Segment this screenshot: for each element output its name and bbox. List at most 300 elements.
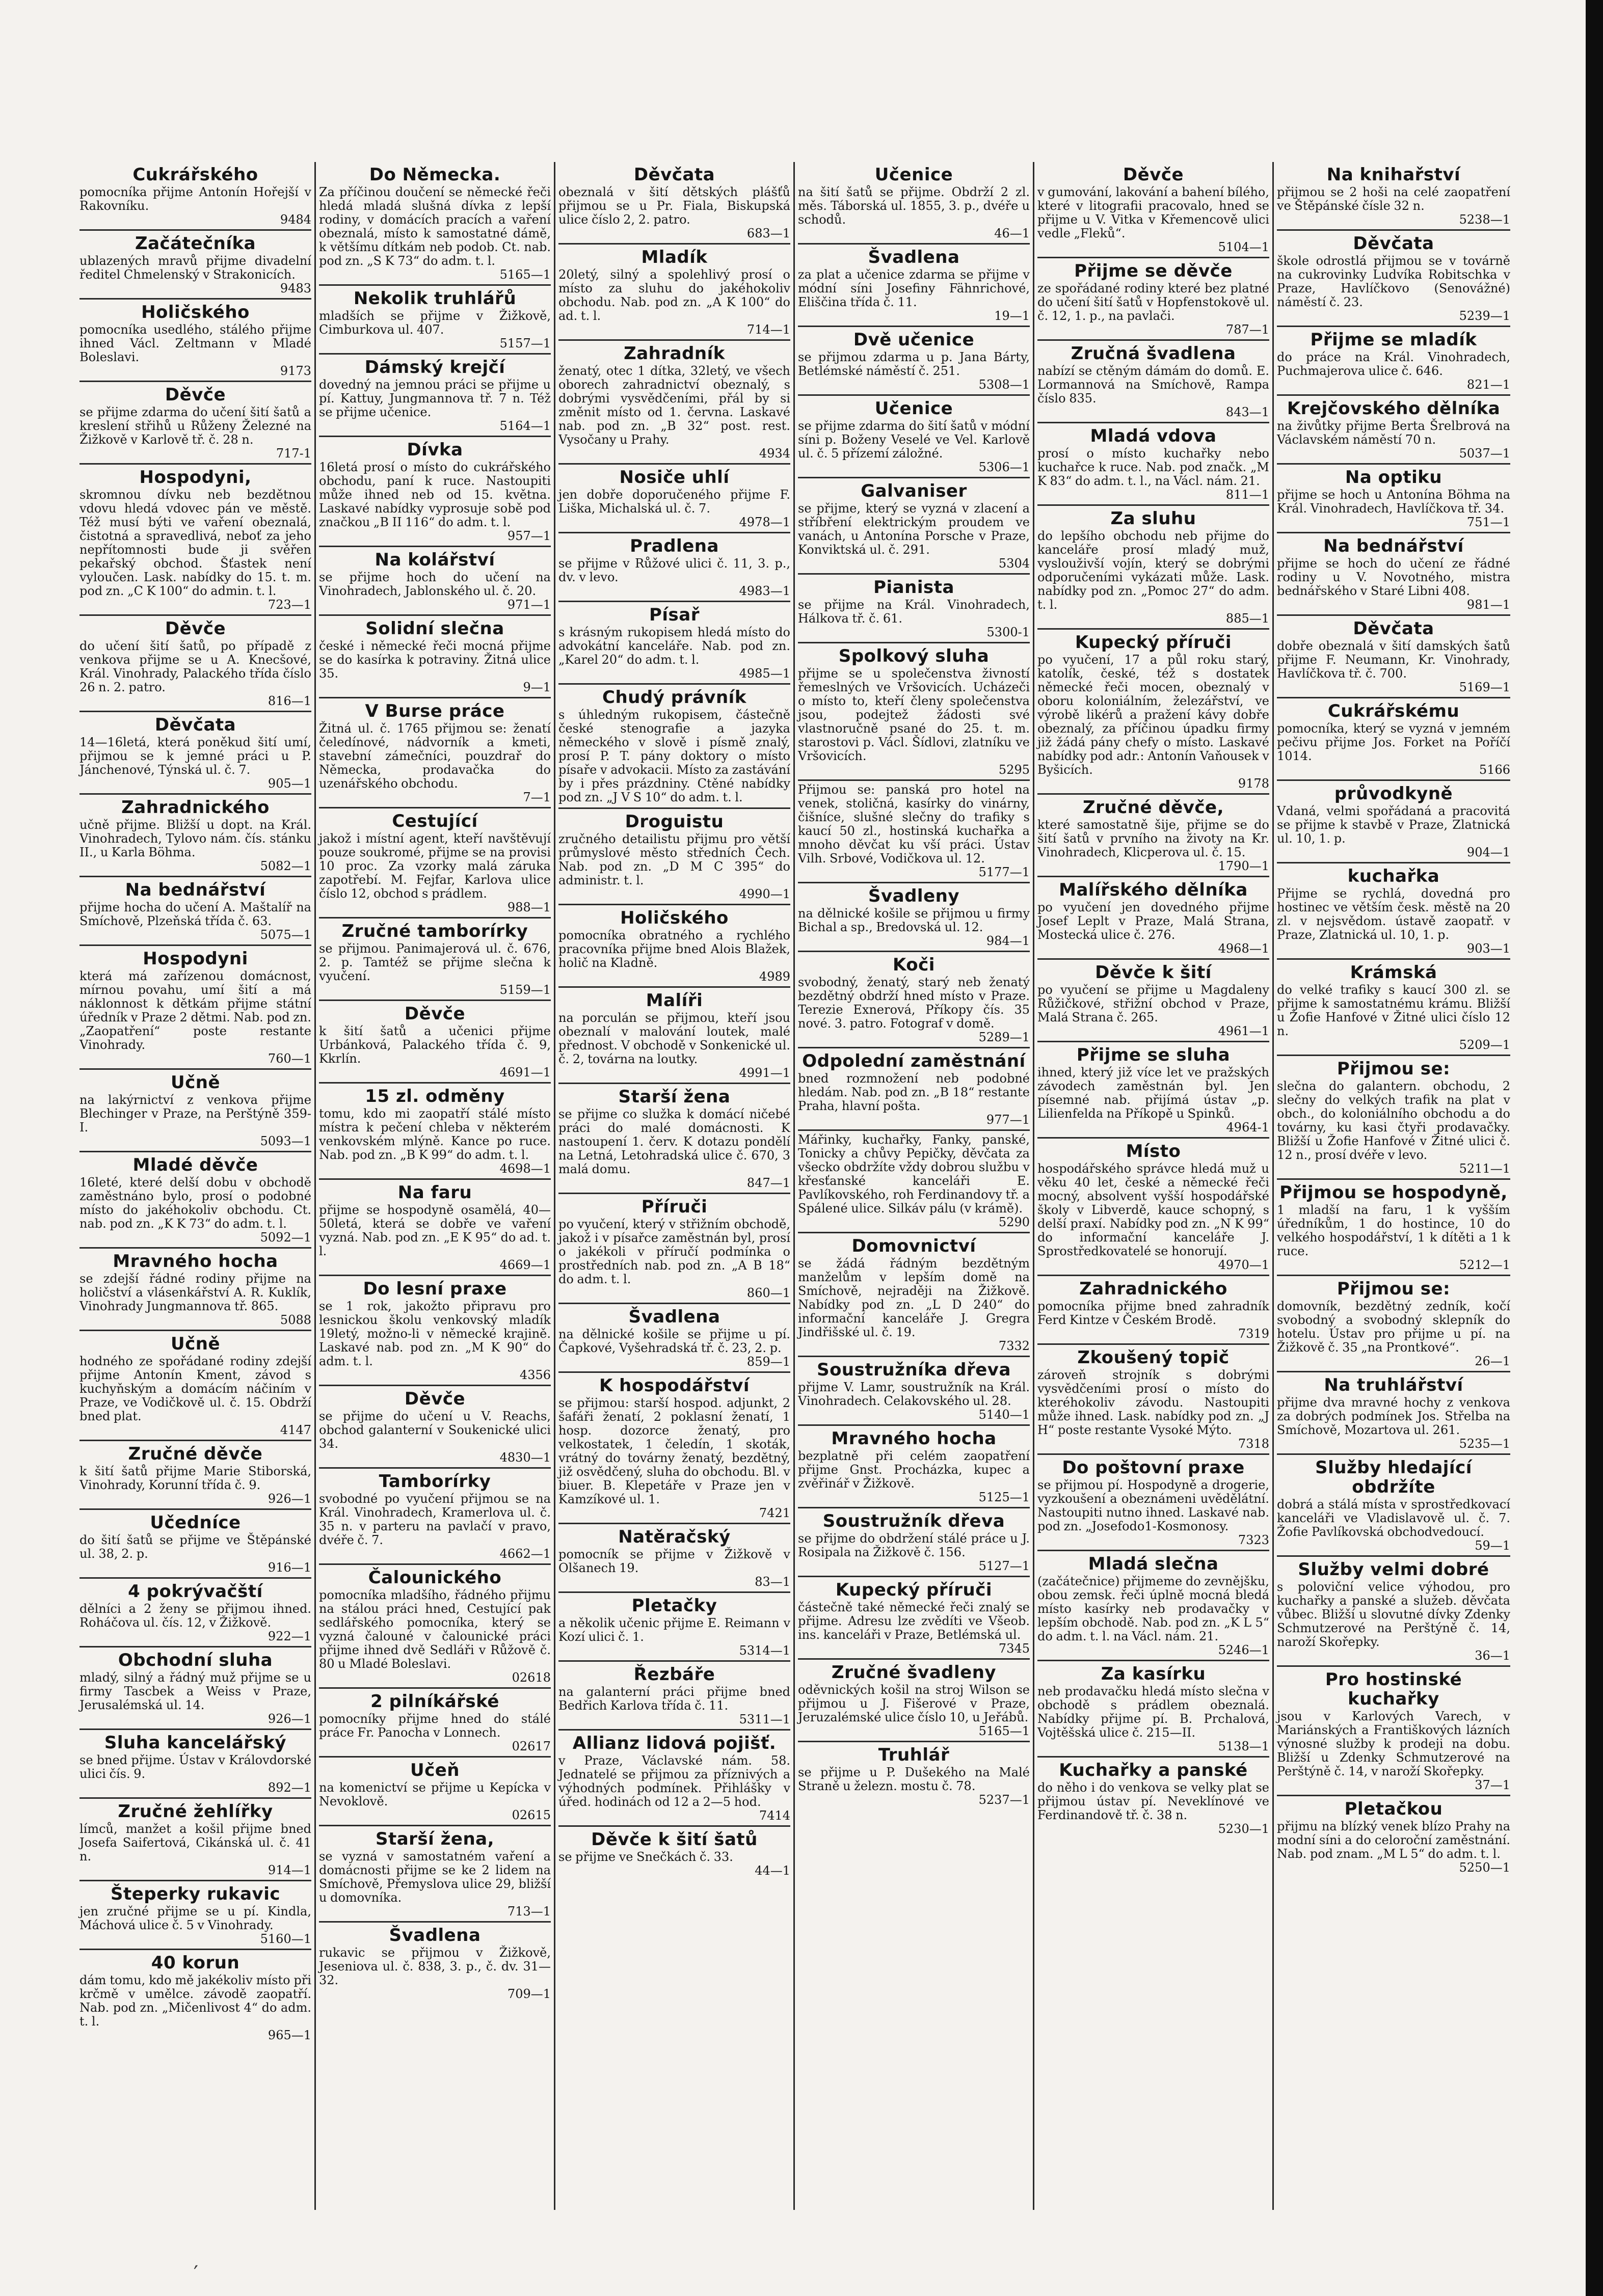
- ad-reference-code: 4978—1: [739, 515, 790, 529]
- ad-reference-code: 957—1: [507, 529, 551, 543]
- ad-column: [1034, 162, 1274, 2210]
- ad-text: nabízí se ctěným dámám do domů. E. Lormannová na Smíchově, Rampa číslo 835.: [1037, 364, 1269, 406]
- classified-ad: [798, 1233, 1030, 1357]
- classified-ad: [798, 1577, 1030, 1660]
- classified-ad: [798, 1048, 1030, 1131]
- ad-text: 16leté, které delší dobu v obchodě zaměstnáno bylo, prosí o podobné místo do jakéhokoliv obchodu. Ct. nab. pod zn. „K K 73“ do adm. t. l.: [79, 1175, 311, 1231]
- classified-ad: [319, 162, 551, 286]
- classified-ad: [1277, 1455, 1510, 1557]
- classified-ad: [79, 1881, 311, 1950]
- ad-text: do práce na Král. Vinohradech, Puchmajerova ulice č. 646.: [1277, 350, 1510, 378]
- ad-text: na živůtky přijme Berta Šrelbrová na Václavském náměstí 70 n.: [1277, 419, 1510, 447]
- ad-heading: Kupecký příruči: [835, 1580, 993, 1600]
- ad-reference-code: 46—1: [994, 226, 1030, 240]
- classified-ad: [558, 1731, 790, 1827]
- ad-heading: Řezbáře: [633, 1664, 715, 1685]
- ad-heading: Zručné děvče,: [1082, 797, 1224, 818]
- ad-text: se přijme do obdržení stálé práce u J. Rosipala na Žižkově č. 156.: [798, 1531, 1030, 1559]
- ad-reference-code: 5160—1: [260, 1932, 311, 1946]
- ad-reference-code: 5300-1: [986, 625, 1030, 639]
- ad-reference-code: 44—1: [755, 1863, 790, 1878]
- ad-reference-code: 859—1: [746, 1355, 790, 1369]
- ad-reference-code: 4985—1: [739, 666, 790, 681]
- ad-text: a několik učenic přijme E. Reimann v Kozí ulici č. 1.: [558, 1616, 790, 1644]
- classified-ad: [558, 1194, 790, 1304]
- classified-ad: [798, 396, 1030, 478]
- classified-ad: [1037, 341, 1269, 423]
- classified-ad: [558, 602, 790, 685]
- ad-heading: Mladé děvče: [132, 1155, 258, 1175]
- ad-text: zároveň strojník s dobrými vysvědčeními prosí o místo do kteréhokoliv závodu. Nastoupiti může ihned. Lask. nabídky pod zn. „J H“ poste restante Vysoké Mýto.: [1037, 1368, 1269, 1437]
- ad-heading: Na bednářství: [125, 880, 266, 900]
- classified-ad: [1037, 1758, 1269, 1839]
- ad-heading: Chudý právník: [602, 687, 746, 708]
- ad-reference-code: 4669—1: [499, 1258, 551, 1272]
- ad-reference-code: 4662—1: [499, 1547, 551, 1561]
- ad-reference-code: 4691—1: [499, 1065, 551, 1079]
- ad-reference-code: 36—1: [1475, 1649, 1510, 1663]
- ad-heading: Děvče: [404, 1004, 466, 1024]
- ad-text: se přijme, který se vyzná v zlacení a stříbření elektrickým proudem ve vanách, u Antonína Porsche v Praze, Konviktská ul. č. 291.: [798, 501, 1030, 557]
- ad-text: se bned přijme. Ústav v Královdorské ulici čís. 9.: [79, 1753, 311, 1781]
- classified-ad: [319, 698, 551, 808]
- ad-text: po vyučení jen dovedného přijme Josef Leplt v Praze, Malá Strana, Mostecká ulice č. 276.: [1037, 900, 1269, 942]
- ad-heading: Zručné švadleny: [831, 1662, 997, 1683]
- ad-heading: 2 pilníkářské: [370, 1691, 499, 1712]
- ad-text: pomocníka obratného a rychlého pracovníka přijme bned Alois Blažek, holič na Kladně.: [558, 928, 790, 970]
- ad-reference-code: 4961—1: [1218, 1024, 1269, 1038]
- ad-heading: Zkoušený topič: [1077, 1347, 1230, 1368]
- classified-ad: [1277, 533, 1510, 616]
- ad-heading: Na truhlářství: [1324, 1375, 1463, 1395]
- ad-text: jen dobře doporučeného přijme F. Liška, Michalská ul. č. 7.: [558, 488, 790, 516]
- classified-ad: [1037, 1345, 1269, 1455]
- ad-heading: Kupecký příruči: [1075, 632, 1232, 653]
- classified-ad: [319, 1084, 551, 1180]
- classified-ad: [798, 1742, 1030, 1809]
- ad-heading: 15 zl. odměny: [365, 1086, 505, 1106]
- ad-text: dám tomu, kdo mě jakékoliv místo při krčmě v umělce. závodě zaopatří. Nab. pod zn. „Mičenlivost 4“ do adm. t. l.: [79, 1973, 311, 2029]
- ad-reference-code: 7319: [1238, 1327, 1269, 1341]
- ad-text: 20letý, silný a spolehlivý prosí o místo za sluhu do jakéhokoliv obchodu. Nab. pod zn. „A K 100“ do ad. t. l.: [558, 267, 790, 323]
- classified-ad: [79, 1730, 311, 1799]
- classified-ad: [1037, 630, 1269, 795]
- ad-text: Žitná ul. č. 1765 přijmou se: ženatí čeledínové, nádvorník a kmeti, stavební zámečníci, pouzdrař do Německa, prodavačka do uzenářského obchodu.: [319, 721, 551, 791]
- ad-reference-code: 4934: [759, 446, 790, 461]
- ad-heading: Zahradník: [624, 343, 725, 364]
- classified-ad: [1277, 960, 1510, 1056]
- ad-text: přijme se hospodyně osamělá, 40—50letá, která se dobře ve vaření vyzná. Nab. pod zn. „E K 95“ do ad. t. l.: [319, 1203, 551, 1258]
- ad-text: jakož i místní agent, kteří navštěvují pouze soukromé, přijme se na provisi 10 proc. Za vzorky malá záruka zapotřebí. M. Fejfar, Karlova ulice číslo 12, obchod s prádlem.: [319, 831, 551, 901]
- classified-ad: [1037, 1042, 1269, 1139]
- classified-ad: [798, 643, 1030, 781]
- ad-reference-code: 892—1: [268, 1780, 311, 1795]
- ad-text: české i německé řeči mocná přijme se do kasírka k potraviny. Žitná ulice 35.: [319, 639, 551, 681]
- ad-text: pomocníky přijme hned do stálé práce Fr. Panocha v Lonnech.: [319, 1712, 551, 1740]
- ad-text: ihned, který již více let ve pražských závodech zaměstnán byl. Jen písemné nab. přijímá ústav „p. Lilienfelda na Příkopě u Spinků.: [1037, 1065, 1269, 1121]
- ad-heading: Malíři: [646, 990, 703, 1011]
- ad-heading: Zručné tamborírky: [341, 921, 528, 941]
- ad-reference-code: 5290: [998, 1215, 1030, 1229]
- ad-text: částečně také německé řeči znalý se přijme. Adresu lze zvědíti ve Všeob. ins. kanceláři v Praze, Betlémská ul.: [798, 1600, 1030, 1642]
- ad-text: se žádá řádným bezdětným manželům v lepším domě na Smíchově, nejraději na Žižkově. Nabídky pod zn. „L D 240“ do informační kanceláře J. Gregra Jindřišské ul. č. 19.: [798, 1256, 1030, 1339]
- classified-ad: [79, 1799, 311, 1881]
- ad-heading: Za sluhu: [1110, 508, 1196, 529]
- ad-reference-code: 5304: [998, 556, 1030, 571]
- ad-text: do něho i do venkova se velky plat se přijmou ústav pí. Neveklínové ve Ferdinandově tř. č. 38 n.: [1037, 1780, 1269, 1822]
- ad-reference-code: 02618: [512, 1670, 551, 1685]
- ad-reference-code: 916—1: [268, 1560, 311, 1575]
- classified-ad: [319, 286, 551, 355]
- ad-reference-code: 5125—1: [978, 1490, 1030, 1504]
- ad-heading: Děvče: [165, 385, 226, 405]
- ad-text: se přijme u P. Dušekého na Malé Straně u železn. mostu č. 78.: [798, 1765, 1030, 1793]
- classified-ad: [319, 1001, 551, 1084]
- ad-text: mladý, silný a řádný muž přijme se u firmy Tascbek a Weiss v Praze, Jerusalémská ul. 14.: [79, 1670, 311, 1712]
- ad-text: jsou v Karlových Varech, v Mariánských a Františkových lázních výnosné služby k prodeji na dobu. Bližší u Zdenky Schmutzerové na Perštýně č. 14, v naroží Skořepky.: [1277, 1709, 1510, 1778]
- classified-ad: [79, 1070, 311, 1152]
- ad-text: skromnou dívku neb bezdětnou vdovu hledá vdovec pán ve městě. Též musí býti ve vaření obeznalá, čistotná a spravedlivá, neboť za jeho nepřítomnosti bude ji svěřen pekařský obchod. Šťastek není vyloučen. Lask. nabídky do 15. t. m. pod zn. „C K 100“ do admin. t. l.: [79, 488, 311, 598]
- classified-ad: [1277, 1180, 1510, 1276]
- ad-heading: Učeň: [410, 1760, 460, 1780]
- ad-text: přijmu na blízký venek blízo Prahy na modní síni a do celoroční zaměstnání. Nab. pod znam. „M L 5“ do adm. t. l.: [1277, 1819, 1510, 1861]
- ad-reference-code: 4356: [519, 1368, 551, 1382]
- ad-reference-code: 760—1: [268, 1051, 311, 1066]
- ad-reference-code: 5127—1: [978, 1559, 1030, 1573]
- ad-heading: Učenice: [874, 398, 953, 419]
- classified-ad: [1277, 465, 1510, 533]
- ad-reference-code: 9178: [1238, 776, 1269, 791]
- ad-heading: Zahradnického: [1079, 1279, 1227, 1299]
- ad-text: bned rozmnožení neb podobné hledám. Nab. pod zn. „B 18“ restante Praha, hlavní pošta.: [798, 1071, 1030, 1113]
- ad-heading: 40 korun: [151, 1953, 240, 1973]
- ad-heading: Děvčata: [1353, 618, 1434, 639]
- ad-heading: Mladá vdova: [1090, 426, 1217, 446]
- classified-ad: [558, 465, 790, 533]
- classified-ad: [79, 1331, 311, 1441]
- classified-ad: [1037, 1455, 1269, 1551]
- ad-text: slečna do galantern. obchodu, 2 slečny do velkých trafik na plat v obch., do koloniálního obchodu a do továrny, ku kasi čtyři prodavačky. Bližší u Žofie Hanfové v Žitné ulici č. 12 n., prosí dvéře v levo.: [1277, 1079, 1510, 1162]
- ad-reference-code: 4989: [759, 969, 790, 984]
- ad-heading: Hospodyni,: [139, 467, 252, 488]
- ad-text: ublazených mravů přijme divadelní ředitel Chmelenský v Strakonicích.: [79, 254, 311, 282]
- ad-text: na lakýrnictví z venkova přijme Blechinger v Praze, na Perštýně 359-I.: [79, 1093, 311, 1135]
- ad-heading: Děvčata: [154, 715, 236, 735]
- ad-text: svobodné po vyučení přijmou se na Král. Vinohradech, Kramerlova ul. č. 35 n. v parteru na pavlačí v pravo, dvéře č. 7.: [319, 1492, 551, 1547]
- ad-reference-code: 4830—1: [499, 1450, 551, 1465]
- ad-reference-code: 981—1: [1466, 598, 1510, 612]
- ad-heading: Pro hostinské kuchařky: [1325, 1669, 1462, 1709]
- ad-heading: Cukrářského: [132, 165, 258, 185]
- classified-ad: [558, 341, 790, 465]
- ad-text: ze spořádané rodiny které bez platné do učení šití šatů v Hopfenstokově ul. č. 12, 1. p., na pavlači.: [1037, 281, 1269, 323]
- classified-ad: [558, 1524, 790, 1593]
- classified-ad: [319, 1758, 551, 1826]
- ad-text: mladších se přijme v Žižkově, Cimburkova ul. 407.: [319, 309, 551, 337]
- ad-reference-code: 7414: [759, 1808, 790, 1823]
- classified-ad: [798, 1508, 1030, 1577]
- classified-ad: [1037, 795, 1269, 877]
- ad-reference-code: 5295: [998, 763, 1030, 777]
- ad-text: pomocníka přijme bned zahradník Ferd Kintze v Českém Brodě.: [1037, 1299, 1269, 1327]
- ad-heading: kuchařka: [1347, 866, 1440, 886]
- ad-heading: Učně: [170, 1334, 221, 1354]
- ad-heading: Švadlena: [868, 247, 960, 267]
- classified-ad: [1277, 1667, 1510, 1796]
- classified-ad: [79, 877, 311, 946]
- classified-ad: [319, 1826, 551, 1923]
- ad-text: přijme V. Lamr, soustružník na Král. Vinohradech. Celakovského ul. 28.: [798, 1380, 1030, 1408]
- classified-ad: [558, 162, 790, 245]
- ad-reference-code: 816—1: [268, 694, 311, 708]
- ad-heading: Přijme se mladík: [1310, 330, 1477, 350]
- classified-ad: [79, 1579, 311, 1647]
- ad-heading: K hospodářství: [599, 1375, 750, 1396]
- ad-reference-code: 5308—1: [978, 377, 1030, 392]
- ad-reference-code: 5075—1: [260, 928, 311, 942]
- ad-reference-code: 59—1: [1475, 1538, 1510, 1553]
- ad-reference-code: 5088: [280, 1313, 311, 1327]
- ad-reference-code: 7318: [1238, 1437, 1269, 1451]
- ad-reference-code: 821—1: [1466, 377, 1510, 392]
- classified-ad: [79, 465, 311, 616]
- ad-reference-code: 843—1: [1225, 405, 1269, 419]
- ad-reference-code: 4147: [280, 1423, 311, 1437]
- classified-ad: [558, 1084, 790, 1194]
- ad-text: zručného detailistu přijmu pro větší průmyslové město středních Čech. Nab. pod zn. „D M C 395“ do administr. t. l.: [558, 832, 790, 887]
- ad-text: po vyučení, který v střižním obchodě, jakož i v písařce zaměstnán byl, prosí o jakékoli v příručí podmínka o prostředních nab. pod zn. „A B 18“ do adm. t. l.: [558, 1217, 790, 1286]
- classified-ad: [319, 808, 551, 919]
- classified-ad: [319, 1386, 551, 1469]
- classified-ad: [1037, 1661, 1269, 1758]
- ad-text: po vyučení se přijme u Magdaleny Růžičkové, střižní obchod v Praze, Malá Strana č. 265.: [1037, 983, 1269, 1024]
- ad-reference-code: 905—1: [268, 776, 311, 791]
- ad-heading: Děvče k šití: [1095, 962, 1212, 983]
- classified-ad: [558, 1593, 790, 1662]
- ad-heading: Šteperky rukavic: [110, 1884, 281, 1904]
- ad-heading: Mladík: [641, 247, 708, 267]
- ad-text: rukavic se přijmou v Žižkově, Jeseniova ul. č. 838, 3. p., č. dv. 31—32.: [319, 1946, 551, 1987]
- ad-text: do šití šatů se přijme ve Štěpánské ul. 38, 2. p.: [79, 1533, 311, 1561]
- ad-heading: Děvče: [404, 1389, 466, 1409]
- ad-text: se přijmou pí. Hospodyně a drogerie, vyzkoušení a obeznámeni uvědělátní. Nastoupiti nutno ihned. Laskavé nab. pod zn. „Josefodo1-Kosmonosy.: [1037, 1478, 1269, 1533]
- ad-text: přijme se u společenstva živností řemeslných ve Vršovicích. Ucházeči o místo to, kteří členy společenstva jsou, podejtež žádosti své vlastnoručně psané do 25. t. m. starostovi p. Václ. Šídlovi, zlatníku ve Vršovicích.: [798, 666, 1030, 763]
- ad-heading: Holičského: [620, 908, 729, 928]
- ad-heading: Přijmou se:: [1337, 1059, 1451, 1079]
- ad-text: se přijmou zdarma u p. Jana Bárty, Betlémské náměstí č. 251.: [798, 350, 1030, 378]
- ad-text: svobodný, ženatý, starý neb ženatý bezdětný obdrží hned místo v Praze. Terezie Exnerová, Příkopy čís. 35 nové. 3. patro. Fotograf v domě.: [798, 975, 1030, 1031]
- ad-reference-code: 5093—1: [260, 1134, 311, 1148]
- ad-heading: Děvčata: [1353, 233, 1434, 254]
- classified-ad: [798, 478, 1030, 575]
- ad-heading: Zručné žehlířky: [118, 1801, 273, 1822]
- classified-ad: [79, 1647, 311, 1730]
- ad-text: se přijme do učení u V. Reachs, obchod galanterní v Soukenické ulici 34.: [319, 1409, 551, 1451]
- ad-reference-code: 5169—1: [1459, 680, 1510, 694]
- ad-reference-code: 709—1: [507, 1987, 551, 2001]
- ad-heading: Pletačky: [631, 1596, 717, 1616]
- ad-text: učně přijme. Bližší u dopt. na Král. Vinohradech, Tylovo nám. čís. stánku II., u Karla Böhma.: [79, 818, 311, 859]
- ad-heading: Na knihařství: [1326, 165, 1461, 185]
- classified-ad: [798, 952, 1030, 1048]
- ad-reference-code: 7345: [998, 1641, 1030, 1656]
- classified-ad: [79, 1152, 311, 1249]
- ad-reference-code: 683—1: [746, 226, 790, 240]
- ad-column: [316, 162, 555, 2210]
- classified-ad: [319, 1469, 551, 1565]
- ad-reference-code: 1790—1: [1218, 859, 1269, 873]
- ad-heading: Dívka: [407, 440, 463, 460]
- ad-text: pomocník se přijme v Žižkově v Olšanech 19.: [558, 1547, 790, 1575]
- ad-heading: 4 pokrývačští: [128, 1581, 263, 1602]
- ad-text: se přijme hoch do učení na Vinohradech, Jablonského ul. č. 20.: [319, 570, 551, 598]
- classified-ad: [319, 1180, 551, 1276]
- ad-reference-code: 83—1: [755, 1575, 790, 1589]
- classified-ad: [558, 1662, 790, 1731]
- ad-reference-code: 5209—1: [1459, 1038, 1510, 1052]
- ad-heading: Solidní slečna: [365, 618, 504, 639]
- ad-heading: Nekolik truhlářů: [353, 288, 517, 309]
- ad-reference-code: 5237—1: [978, 1793, 1030, 1807]
- ad-heading: Děvče k šití šatů: [591, 1829, 758, 1850]
- ad-heading: Švadlena: [628, 1307, 720, 1327]
- ad-text: přijme dva mravné hochy z venkova za dobrých podmínek Jos. Střelba na Smíchově, Mozartova ul. 261.: [1277, 1395, 1510, 1437]
- ad-reference-code: 926—1: [268, 1492, 311, 1506]
- classified-ad: [1277, 616, 1510, 698]
- ad-reference-code: 5140—1: [978, 1408, 1030, 1422]
- classified-ad: [79, 712, 311, 795]
- ad-reference-code: 9173: [280, 364, 311, 378]
- ad-text: dovedný na jemnou práci se přijme u pí. Kattuy, Jungmannova tř. 7 n. Též se přijme učenice.: [319, 377, 551, 419]
- ad-text: Mářinky, kuchařky, Fanky, panské, Tonicky a chůvy Pepičky, děvčata za všecko obdržíte vždy dobrou službu v křesťanské kanceláři E. Pavlíkovského, roh Ferdinandovy tř. a Spálené ulice. Silkáv pálu (v krámě).: [798, 1132, 1030, 1215]
- classified-ad: [798, 162, 1030, 245]
- ad-reference-code: 7323: [1238, 1533, 1269, 1547]
- ad-reference-code: 7421: [759, 1506, 790, 1520]
- ad-text: do lepšího obchodu neb přijme do kanceláře prosí mladý muž, vyslouživší vojín, který se dobrými odporučeními vykázati může. Lask. nabídky pod zn. „Pomoc 27“ do adm. t. l.: [1037, 529, 1269, 612]
- ad-reference-code: 5177—1: [978, 865, 1030, 879]
- classified-ad: [1277, 1372, 1510, 1455]
- ad-heading: Děvčata: [633, 165, 715, 185]
- classified-ad: [1277, 231, 1510, 327]
- ad-reference-code: 926—1: [268, 1712, 311, 1726]
- ad-reference-code: 5306—1: [978, 460, 1030, 474]
- ad-reference-code: 9483: [280, 281, 311, 295]
- ad-reference-code: 5092—1: [260, 1230, 311, 1245]
- ad-reference-code: 26—1: [1475, 1354, 1510, 1368]
- classified-ad: [798, 883, 1030, 952]
- ad-text: se přijme ve Snečkách č. 33.: [558, 1850, 733, 1864]
- classified-ad: [1037, 1276, 1269, 1345]
- classified-ad: [1277, 1056, 1510, 1180]
- ad-text: na šití šatů se přijme. Obdrží 2 zl. měs. Táborská ul. 1855, 3. p., dvéře u schodů.: [798, 185, 1030, 227]
- ad-reference-code: 5235—1: [1459, 1437, 1510, 1451]
- classified-ad: [1037, 162, 1269, 258]
- ad-reference-code: 7332: [998, 1339, 1030, 1353]
- classified-ad: [1037, 1551, 1269, 1661]
- classified-ad: [798, 781, 1030, 883]
- ad-heading: Přijme se sluha: [1076, 1045, 1231, 1065]
- ad-heading: Příruči: [641, 1197, 708, 1217]
- ad-reference-code: 5250—1: [1459, 1860, 1510, 1875]
- classified-ad: [79, 795, 311, 877]
- ad-heading: Služby hledající obdržíte: [1315, 1457, 1472, 1497]
- ad-text: se přijme na Král. Vinohradech, Hálkova tř. č. 61.: [798, 598, 1030, 626]
- ad-column: [76, 162, 316, 2210]
- ad-text: dobrá a stálá místa v sprostředkovací kanceláři ve Vladislavově ul. č. 7. Žofie Pavlíkovská obchodvedoucí.: [1277, 1497, 1510, 1539]
- classified-ad: [558, 1304, 790, 1373]
- ad-text: se přijme co služka k domácí ničebé práci do malé domácnosti. K nastoupení 1. červ. K dotazu pondělí na Letná, Letohradská ulice č. 670, 3 malá domu.: [558, 1107, 790, 1176]
- ad-text: se přijmou. Panimajerová ul. č. 676, 2. p. Tamtéž se přijme slečna k vyučení.: [319, 941, 551, 983]
- ad-text: Vdaná, velmi spořádaná a pracovitá se přijme k stavbě v Praze, Zlatnická ul. 10, 1. p.: [1277, 804, 1510, 846]
- ad-reference-code: 965—1: [268, 2028, 311, 2042]
- ad-heading: Cukrářskému: [1327, 701, 1460, 721]
- ad-reference-code: 885—1: [1225, 611, 1269, 626]
- ad-reference-code: 903—1: [1466, 941, 1510, 956]
- ad-reference-code: 5138—1: [1218, 1739, 1269, 1753]
- ad-text: po vyučení, 17 a půl roku starý, katolík, české, též s dostatek německé řeči mocen, obeznalý v oboru koloniálním, železářství, ve výrobě likérů a pražení kávy dobře obeznalý, za příčinou úpadku firmy již žádá pány chefy o místo. Laskavé nabídky pod adr.: Antonín Vaňousek v Byšicích.: [1037, 653, 1269, 777]
- ad-heading: Tamborírky: [379, 1471, 491, 1492]
- classified-ad: [319, 437, 551, 547]
- ad-text: k šití šatů a učenici přijme Urbánková, Palackého třída č. 9, Kkrlín.: [319, 1024, 551, 1066]
- ad-reference-code: 847—1: [746, 1176, 790, 1190]
- classified-ad: [558, 905, 790, 988]
- classified-ad: [798, 327, 1030, 396]
- ad-text: škole odrostlá přijmou se v továrně na cukrovinky Ludvíka Robitschka v Praze, Havlíčkovo (Senovážné) náměstí č. 23.: [1277, 254, 1510, 309]
- ad-heading: Na faru: [397, 1182, 472, 1203]
- ad-reference-code: 5246—1: [1218, 1643, 1269, 1657]
- ad-text: se vyzná v samostatném vaření a domácnosti přijme se ke 2 lidem na Smíchově, Přemyslova ulice 29, bližší u domovníka.: [319, 1849, 551, 1905]
- ad-column: [795, 162, 1034, 2210]
- ad-heading: Na kolářství: [375, 550, 495, 570]
- ad-reference-code: 5164—1: [499, 419, 551, 433]
- ad-reference-code: 787—1: [1225, 322, 1269, 337]
- classified-ad: [319, 919, 551, 1001]
- ad-reference-code: 5104—1: [1218, 240, 1269, 254]
- ad-heading: Krámská: [1350, 962, 1437, 983]
- classified-ad: [798, 575, 1030, 643]
- classified-ad: [1277, 1276, 1510, 1372]
- ad-text: přijme hocha do učení A. Maštalíř na Smíchově, Plzeňská třída č. 63.: [79, 900, 311, 928]
- ad-text: na komenictví se přijme u Kepícka v Nevoklově.: [319, 1780, 551, 1808]
- ad-column: [1274, 162, 1513, 2210]
- classified-ad: [79, 946, 311, 1070]
- ad-heading: Zahradnického: [121, 797, 270, 818]
- classified-ad: [1037, 877, 1269, 960]
- classified-ad: [558, 809, 790, 905]
- ad-text: pomocníka přijme Antonín Hořejší v Rakovníku.: [79, 185, 311, 213]
- ad-heading: Dvě učenice: [853, 330, 975, 350]
- ad-text: s úhledným rukopisem, částečně české stenografie a jazyka německého v slově i písmě znalý, prosí P. T. pány doktory o místo písaře v advokacii. Místo za zastávání by i přes prázdniny. Ctěné nabídky pod zn. „J V S 10“ do adm. t. l.: [558, 708, 790, 804]
- ad-text: se přijme zdarma do učení šití šatů a kreslení střihů u Růženy Železné na Žižkově v Karlově tř. č. 28 n.: [79, 405, 311, 447]
- ad-text: s poloviční velice výhodou, pro kuchařky a panské a služeb. děvčata vůbec. Bližší u slovutné dívky Zdenky Schmutzerové na Perštýně č. 14, naroží Skořepky.: [1277, 1580, 1510, 1649]
- ad-heading: Mravného hocha: [831, 1428, 997, 1449]
- ad-text: v gumování, lakování a bahení bílého, které v litografii pracovalo, hned se přijme u V. Vitka v Křemencově ulici vedle „Fleků“.: [1037, 185, 1269, 240]
- classified-ad: [319, 1276, 551, 1386]
- ad-text: dobře obeznalá v šití damských šatů přijme F. Neumann, Kr. Vinohrady, Havlíčkova tř. č. 700.: [1277, 639, 1510, 681]
- ad-text: se 1 rok, jakožto připravu pro lesnickou školu venkovský mladík 19letý, možno-li v německé krajině. Laskavé nab. pod zn. „M K 90“ do adm. t. l.: [319, 1299, 551, 1368]
- ad-text: se přijme zdarma do šití šatů v módní síni p. Boženy Veselé ve Vel. Karlově ul. č. 5 přízemí záložné.: [798, 419, 1030, 461]
- ad-heading: Truhlář: [878, 1745, 950, 1765]
- classified-ad: [558, 1373, 790, 1524]
- ad-reference-code: 02615: [512, 1808, 551, 1822]
- ad-text: obeznalá v šití dětských plášťů přijmou se u Pr. Fiala, Biskupská ulice číslo 2, 2. patro.: [558, 185, 790, 227]
- classified-ad: [1277, 396, 1510, 465]
- ad-heading: Starší žena: [618, 1087, 731, 1107]
- classified-ad: [558, 988, 790, 1084]
- ad-reference-code: 5159—1: [499, 983, 551, 997]
- ad-heading: Holičského: [141, 302, 250, 322]
- ad-heading: Do lesní praxe: [363, 1279, 507, 1299]
